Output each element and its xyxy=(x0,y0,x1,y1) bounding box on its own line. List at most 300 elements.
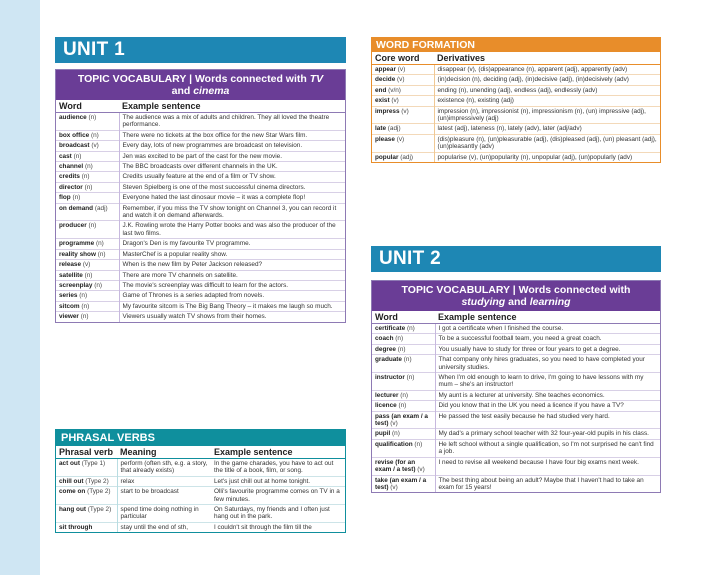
vocab-word-pos: (n) xyxy=(95,240,104,248)
phrasal-verb xyxy=(56,459,117,477)
vocab-word-text: release xyxy=(59,261,82,269)
table-row xyxy=(56,130,345,140)
vocab-example-text: He left school without a single qualification, so I'm not surprised he can't find a job. xyxy=(438,440,654,456)
vocab-word-pos: (n) xyxy=(84,163,93,171)
core-word-text: please xyxy=(375,135,395,143)
derivatives-text: existence (n), existing (adj) xyxy=(437,97,514,105)
vocab-word-text: certificate xyxy=(375,325,406,332)
vocab-word xyxy=(56,162,119,172)
vocab-example-text: Steven Spielberg is one of the most successful cinema directors. xyxy=(122,183,306,191)
derivatives-text: (dis)pleasure (n), (un)pleasurable (adj), (dis)pleased (adj), (un) pleasant (adj), (un)pleasantly (adv) xyxy=(437,135,657,151)
phrasal-meaning-text: spend time doing nothing in particular xyxy=(120,506,199,521)
phrasal-verb-pos: (Type 2) xyxy=(85,477,109,485)
word-formation xyxy=(371,37,661,163)
vocab-example-text: The BBC broadcasts over different channels in the UK. xyxy=(122,163,278,171)
derivatives xyxy=(434,75,660,85)
phrasal-example-text: Olli's favourite programme comes on TV in a few minutes. xyxy=(214,488,340,503)
vocab-word xyxy=(56,291,119,301)
table-row xyxy=(372,152,660,162)
vocab-example xyxy=(119,270,345,280)
phrasal-example xyxy=(211,459,345,477)
core-word xyxy=(372,85,434,95)
vocab-word xyxy=(372,429,435,439)
vocab-word-pos: (n) xyxy=(90,131,99,139)
topic-head-cinema: cinema xyxy=(193,85,230,97)
core-word-pos: (adj) xyxy=(400,153,414,161)
vocab-example-text: The movie's screenplay was difficult to learn for the actors. xyxy=(122,281,289,289)
vocab-example xyxy=(119,312,345,322)
col-meaning: Meaning xyxy=(117,446,211,459)
phrasal-meaning xyxy=(117,459,211,477)
vocab-example xyxy=(119,130,345,140)
table-row xyxy=(372,344,660,354)
vocab-word-text: screenplay xyxy=(59,281,93,289)
col-word: Word xyxy=(372,311,435,324)
vocab-example-text: MasterChef is a popular reality show. xyxy=(122,250,228,258)
table-row xyxy=(372,457,660,475)
phrasal-verb xyxy=(56,505,117,523)
vocab-word-text: box office xyxy=(59,131,90,139)
phrasal-meaning xyxy=(117,505,211,523)
vocab-example-text: He passed the test easily because he had studied very hard. xyxy=(438,412,610,420)
table-row xyxy=(56,162,345,172)
vocab-word-text: take (an exam / a test) xyxy=(375,476,427,491)
vocab-word-text: on demand xyxy=(59,204,94,212)
phrasal-meaning xyxy=(117,476,211,486)
vocab-word-text: pass (an exam / a test) xyxy=(375,412,428,428)
vocab-example-text: When I'm old enough to learn to drive, I'm going to have lessons with my mum – she's an instructor! xyxy=(438,374,644,389)
phrasal-meaning-text: perform (often sth, e.g. a story, that already exists) xyxy=(120,460,208,475)
derivatives xyxy=(434,106,660,124)
core-word-pos: (v) xyxy=(401,107,409,115)
vocab-word xyxy=(372,324,435,334)
vocab-example xyxy=(119,260,345,270)
core-word xyxy=(372,124,434,134)
vocab-example xyxy=(119,239,345,249)
col-core-word: Core word xyxy=(372,52,434,65)
vocab-word-pos: (n) xyxy=(397,345,406,353)
derivatives-text: disappear (v), (dis)appearance (n), apparent (adj), apparently (adv) xyxy=(437,66,628,73)
vocab-word-pos: (v) xyxy=(390,420,398,428)
core-word xyxy=(372,134,434,152)
table-row xyxy=(56,239,345,249)
vocab-word xyxy=(56,203,119,221)
vocab-example xyxy=(435,439,660,457)
phrasal-verbs-head: PHRASAL VERBS xyxy=(56,430,345,446)
vocab-word-text: cast xyxy=(59,152,72,160)
table-row xyxy=(372,134,660,152)
vocab-word xyxy=(56,301,119,311)
vocab-example-text: To be a successful football team, you need a great coach. xyxy=(438,335,602,343)
vocab-word-pos: (n) xyxy=(403,356,412,364)
derivatives xyxy=(434,96,660,106)
core-word-pos: (v) xyxy=(397,66,406,73)
table-row xyxy=(56,487,345,505)
col-derivatives: Derivatives xyxy=(434,52,660,65)
vocab-example xyxy=(119,113,345,131)
core-word-text: late xyxy=(375,125,387,133)
vocab-word-pos: (n) xyxy=(406,325,415,332)
vocab-example xyxy=(119,249,345,259)
derivatives-text: impression (n), impressionist (n), impressionism (n), (un) impressive (adj), (un)impressively (adj) xyxy=(437,107,646,123)
word-formation-rows xyxy=(372,65,660,163)
vocab-word-text: series xyxy=(59,292,78,300)
vocab-word xyxy=(372,344,435,354)
vocab-word-pos: (n) xyxy=(94,281,102,289)
vocab-word xyxy=(56,130,119,140)
table-row xyxy=(372,75,660,85)
col-example: Example sentence xyxy=(211,446,345,459)
vocab-word xyxy=(56,113,119,131)
vocab-word xyxy=(372,355,435,373)
phrasal-example-text: In the game charades, you have to act out the title of a book, film, or song. xyxy=(214,460,334,475)
phrasal-verb-pos: (Type 2) xyxy=(87,488,111,496)
vocab-word xyxy=(56,312,119,322)
vocab-example xyxy=(435,334,660,344)
phrasal-verb-rows xyxy=(56,459,345,533)
derivatives-text: latest (adj), lateness (n), lately (adv), later (adj/adv) xyxy=(437,125,582,133)
core-word-text: end xyxy=(375,86,387,94)
phrasal-verb-text: chill out xyxy=(59,477,84,485)
vocab-word-text: viewer xyxy=(59,313,79,321)
core-word-pos: (v) xyxy=(391,97,399,105)
table-row xyxy=(56,172,345,182)
table-row xyxy=(56,141,345,151)
phrasal-verb-pos: (Type 1) xyxy=(81,460,106,467)
phrasal-meaning-text: start to be broadcast xyxy=(120,488,179,496)
vocab-word-pos: (n) xyxy=(88,114,97,121)
phrasal-meaning xyxy=(117,522,211,532)
vocab-example xyxy=(435,390,660,400)
phrasal-verb xyxy=(56,522,117,532)
phrasal-example-text: I couldn't sit through the film till the xyxy=(214,523,312,531)
phrasal-example xyxy=(211,505,345,523)
vocab-example-text: I need to revise all weekend because I have four big exams next week. xyxy=(438,458,639,466)
phrasal-verb-text: act out xyxy=(59,460,80,467)
vocab-word-text: lecturer xyxy=(375,391,399,399)
vocab-word-pos: (n) xyxy=(406,374,415,382)
table-row xyxy=(372,106,660,124)
vocab-word-pos: (n) xyxy=(88,222,97,230)
vocab-word xyxy=(372,390,435,400)
vocab-word xyxy=(372,475,435,492)
word-formation-table xyxy=(372,52,660,162)
vocab-example xyxy=(435,429,660,439)
table-row xyxy=(56,459,345,477)
vocab-word xyxy=(372,401,435,411)
unit2-title: UNIT 2 xyxy=(371,246,661,272)
core-word xyxy=(372,96,434,106)
vocab-example-text: The best thing about being an adult? Maybe that I haven't had to take an exam for 15 years! xyxy=(438,476,644,491)
col-phrasal-verb: Phrasal verb xyxy=(56,446,117,459)
core-word-text: impress xyxy=(375,107,400,115)
vocab-word xyxy=(56,270,119,280)
vocab-word-pos: (n) xyxy=(81,302,90,310)
core-word xyxy=(372,152,434,162)
vocab-example-text: There were no tickets at the box office for the new Star Wars film. xyxy=(122,131,308,139)
col-example: Example sentence xyxy=(119,100,345,113)
vocab-word-pos: (n) xyxy=(392,430,400,438)
phrasal-example xyxy=(211,522,345,532)
phrasal-meaning-text: relax xyxy=(120,477,135,485)
derivatives xyxy=(434,152,660,162)
vocab-example-text: Viewers usually watch TV shows from their homes. xyxy=(122,313,267,321)
vocab-example-text: Dragon's Den is my favourite TV programme. xyxy=(122,240,251,248)
vocab-example-text: Credits usually feature at the end of a film or TV show. xyxy=(122,173,276,181)
vocab-word-pos: (v) xyxy=(91,142,99,150)
table-row xyxy=(372,411,660,429)
core-word-text: appear xyxy=(375,66,396,73)
vocab-word-text: coach xyxy=(375,335,394,343)
vocab-word-pos: (n) xyxy=(414,440,423,448)
core-word-text: decide xyxy=(375,76,396,84)
phrasal-verbs xyxy=(55,429,346,533)
vocab-word xyxy=(372,411,435,429)
unit1-vocab-table xyxy=(56,100,345,322)
table-row xyxy=(56,221,345,239)
vocab-word-text: instructor xyxy=(375,374,405,382)
vocab-example xyxy=(435,457,660,475)
vocab-example-text: Remember, if you miss the TV show tonight on Channel 3, you can record it and watch it on demand afterwards. xyxy=(122,204,337,220)
core-word-text: popular xyxy=(375,153,399,161)
table-row xyxy=(372,373,660,391)
vocab-word-text: producer xyxy=(59,222,87,230)
vocab-example xyxy=(119,301,345,311)
vocab-word xyxy=(56,249,119,259)
vocab-example xyxy=(119,141,345,151)
unit1-title: UNIT 1 xyxy=(55,37,346,63)
unit2-vocab-table xyxy=(372,311,660,492)
vocab-word-pos: (n) xyxy=(81,173,90,181)
table-row xyxy=(56,260,345,270)
derivatives-text: (in)decision (n), deciding (adj), (in)decisive (adj), (in)decisively (adv) xyxy=(437,76,629,84)
vocab-word-text: reality show xyxy=(59,250,96,258)
word-formation-head: WORD FORMATION xyxy=(372,38,660,52)
vocab-word-pos: (n) xyxy=(73,152,82,160)
vocab-example xyxy=(435,401,660,411)
vocab-word xyxy=(372,373,435,391)
vocab-example xyxy=(119,193,345,203)
vocab-example-text: I got a certificate when I finished the course. xyxy=(438,325,564,332)
topic-head-and: and xyxy=(171,85,194,97)
derivatives-text: ending (n), unending (adj), endless (adj), endlessly (adv) xyxy=(437,86,598,94)
vocab-word xyxy=(56,260,119,270)
phrasal-verb-text: hang out xyxy=(59,506,86,514)
vocab-example xyxy=(435,355,660,373)
vocab-word xyxy=(56,151,119,161)
phrasal-example xyxy=(211,487,345,505)
vocab-example-text: My aunt is a lecturer at university. She teaches economics. xyxy=(438,391,605,399)
unit2-vocab-rows xyxy=(372,324,660,493)
phrasal-example-text: On Saturdays, my friends and I often just hang out in the park. xyxy=(214,506,330,521)
vocab-word-text: licence xyxy=(375,402,397,410)
vocab-word-text: programme xyxy=(59,240,95,248)
table-row xyxy=(56,301,345,311)
unit1-vocab-rows xyxy=(56,113,345,322)
vocab-word-text: pupil xyxy=(375,430,391,438)
vocab-word xyxy=(372,334,435,344)
vocab-example-text: The audience was a mix of adults and children. They all loved the theatre performance. xyxy=(122,114,330,129)
vocab-word xyxy=(56,172,119,182)
col-word: Word xyxy=(56,100,119,113)
table-row xyxy=(372,334,660,344)
table-row xyxy=(56,291,345,301)
vocab-example xyxy=(119,172,345,182)
vocab-word-text: sitcom xyxy=(59,302,80,310)
table-row xyxy=(372,390,660,400)
vocab-example xyxy=(119,203,345,221)
topic-head-text: TOPIC VOCABULARY | Words connected with xyxy=(401,284,631,296)
vocab-example xyxy=(435,411,660,429)
phrasal-verb xyxy=(56,476,117,486)
vocab-word xyxy=(372,439,435,457)
vocab-word-pos: (n) xyxy=(79,292,88,300)
vocab-word-text: credits xyxy=(59,173,80,181)
table-row xyxy=(56,280,345,290)
table-row xyxy=(56,505,345,523)
vocab-word xyxy=(56,193,119,203)
unit1-topic-head xyxy=(56,70,345,100)
table-row xyxy=(56,312,345,322)
vocab-example xyxy=(119,280,345,290)
vocab-example-text: That company only hires graduates, so you need to have completed your university studies. xyxy=(438,356,645,371)
vocab-word xyxy=(372,457,435,475)
table-row xyxy=(56,182,345,192)
vocab-word-pos: (v) xyxy=(82,261,91,269)
vocab-word-text: flop xyxy=(59,194,71,202)
phrasal-example-text: Let's just chill out at home tonight. xyxy=(214,477,311,485)
phrasal-meaning xyxy=(117,487,211,505)
table-row xyxy=(56,203,345,221)
core-word-pos: (v) xyxy=(397,76,405,84)
vocab-word-pos: (n) xyxy=(395,335,404,343)
vocab-example-text: Game of Thrones is a series adapted from novels. xyxy=(122,292,265,300)
phrasal-verb-pos: (Type 2) xyxy=(87,506,112,514)
vocab-example-text: Everyone hated the last dinosaur movie – it was a complete flop! xyxy=(122,194,306,202)
vocab-word xyxy=(56,280,119,290)
phrasal-meaning-text: stay until the end of sth, xyxy=(120,523,188,531)
vocab-example xyxy=(119,162,345,172)
vocab-word-pos: (n) xyxy=(84,271,93,279)
vocab-example xyxy=(119,151,345,161)
vocab-example xyxy=(119,182,345,192)
table-row xyxy=(56,151,345,161)
phrasal-verb-text: sit through xyxy=(59,523,93,531)
vocab-example xyxy=(435,373,660,391)
vocab-word-text: director xyxy=(59,183,83,191)
vocab-word-pos: (n) xyxy=(400,391,409,399)
topic-head-learning: learning xyxy=(529,296,571,308)
table-row xyxy=(372,439,660,457)
core-word-pos: (v/n) xyxy=(388,86,401,94)
vocab-example xyxy=(435,475,660,492)
vocab-example xyxy=(119,221,345,239)
table-row xyxy=(56,113,345,131)
core-word-pos: (adj) xyxy=(387,125,401,133)
table-row xyxy=(372,401,660,411)
table-row xyxy=(372,96,660,106)
vocab-example-text: You usually have to study for three or four years to get a degree. xyxy=(438,345,621,353)
vocab-word-pos: (v) xyxy=(417,466,425,474)
topic-head-studying: studying xyxy=(461,296,506,308)
core-word-pos: (v) xyxy=(396,135,405,143)
table-row xyxy=(56,522,345,532)
vocab-word-pos: (n) xyxy=(72,194,81,202)
phrasal-example xyxy=(211,476,345,486)
vocab-example xyxy=(435,344,660,354)
table-row xyxy=(56,476,345,486)
table-row xyxy=(372,324,660,334)
textbook-page xyxy=(40,0,713,575)
vocab-example-text: J.K. Rowling wrote the Harry Potter books and was also the producer of the last two films. xyxy=(122,222,336,237)
vocab-word-pos: (n) xyxy=(80,313,89,321)
vocab-word xyxy=(56,221,119,239)
table-row xyxy=(372,85,660,95)
unit2-topic-head xyxy=(372,281,660,311)
vocab-word-text: satellite xyxy=(59,271,83,279)
derivatives-text: popularise (v), (un)popularity (n), unpopular (adj), (un)popularly (adv) xyxy=(437,153,633,161)
vocab-word xyxy=(56,182,119,192)
unit2-topic-vocabulary xyxy=(371,280,661,493)
vocab-example-text: My favourite sitcom is The Big Bang Theory – it makes me laugh so much. xyxy=(122,302,333,310)
vocab-word-pos: (n) xyxy=(97,250,106,258)
vocab-word-pos: (v) xyxy=(390,483,398,491)
vocab-word xyxy=(56,141,119,151)
vocab-word-text: graduate xyxy=(375,356,402,364)
unit1-topic-vocabulary xyxy=(55,69,346,323)
phrasal-verb xyxy=(56,487,117,505)
table-row xyxy=(56,270,345,280)
derivatives xyxy=(434,124,660,134)
vocab-example-text: My dad's a primary school teacher with 32 four-year-old pupils in his class. xyxy=(438,430,649,438)
vocab-word-text: channel xyxy=(59,163,84,171)
derivatives xyxy=(434,134,660,152)
topic-head-text: TOPIC VOCABULARY | Words connected with xyxy=(77,73,310,85)
topic-head-and: and xyxy=(508,296,527,308)
vocab-example-text: Did you know that in the UK you need a licence if you have a TV? xyxy=(438,402,624,410)
core-word-text: exist xyxy=(375,97,390,105)
vocab-word-text: broadcast xyxy=(59,142,90,150)
table-row xyxy=(372,475,660,492)
vocab-word-text: revise (for an exam / a test) xyxy=(375,458,416,474)
phrasal-verbs-table xyxy=(56,446,345,532)
vocab-example-text: Jen was excited to be part of the cast for the new movie. xyxy=(122,152,282,160)
core-word xyxy=(372,106,434,124)
vocab-word-pos: (adj) xyxy=(94,204,108,212)
vocab-example-text: When is the new film by Peter Jackson released? xyxy=(122,261,263,269)
table-row xyxy=(372,124,660,134)
vocab-word-text: audience xyxy=(59,114,87,121)
vocab-example-text: Every day, lots of new programmes are broadcast on television. xyxy=(122,142,303,150)
topic-head-tv: TV xyxy=(309,73,324,85)
derivatives xyxy=(434,65,660,75)
vocab-word-text: qualification xyxy=(375,440,413,448)
table-row xyxy=(372,429,660,439)
vocab-example xyxy=(119,291,345,301)
table-row xyxy=(56,193,345,203)
vocab-word-text: degree xyxy=(375,345,396,353)
col-example: Example sentence xyxy=(435,311,660,324)
derivatives xyxy=(434,85,660,95)
phrasal-verb-text: come on xyxy=(59,488,86,496)
vocab-example-text: There are more TV channels on satellite. xyxy=(122,271,238,279)
core-word xyxy=(372,75,434,85)
table-row xyxy=(372,355,660,373)
vocab-word-pos: (n) xyxy=(84,183,93,191)
vocab-word xyxy=(56,239,119,249)
table-row xyxy=(56,249,345,259)
vocab-word-pos: (n) xyxy=(398,402,407,410)
